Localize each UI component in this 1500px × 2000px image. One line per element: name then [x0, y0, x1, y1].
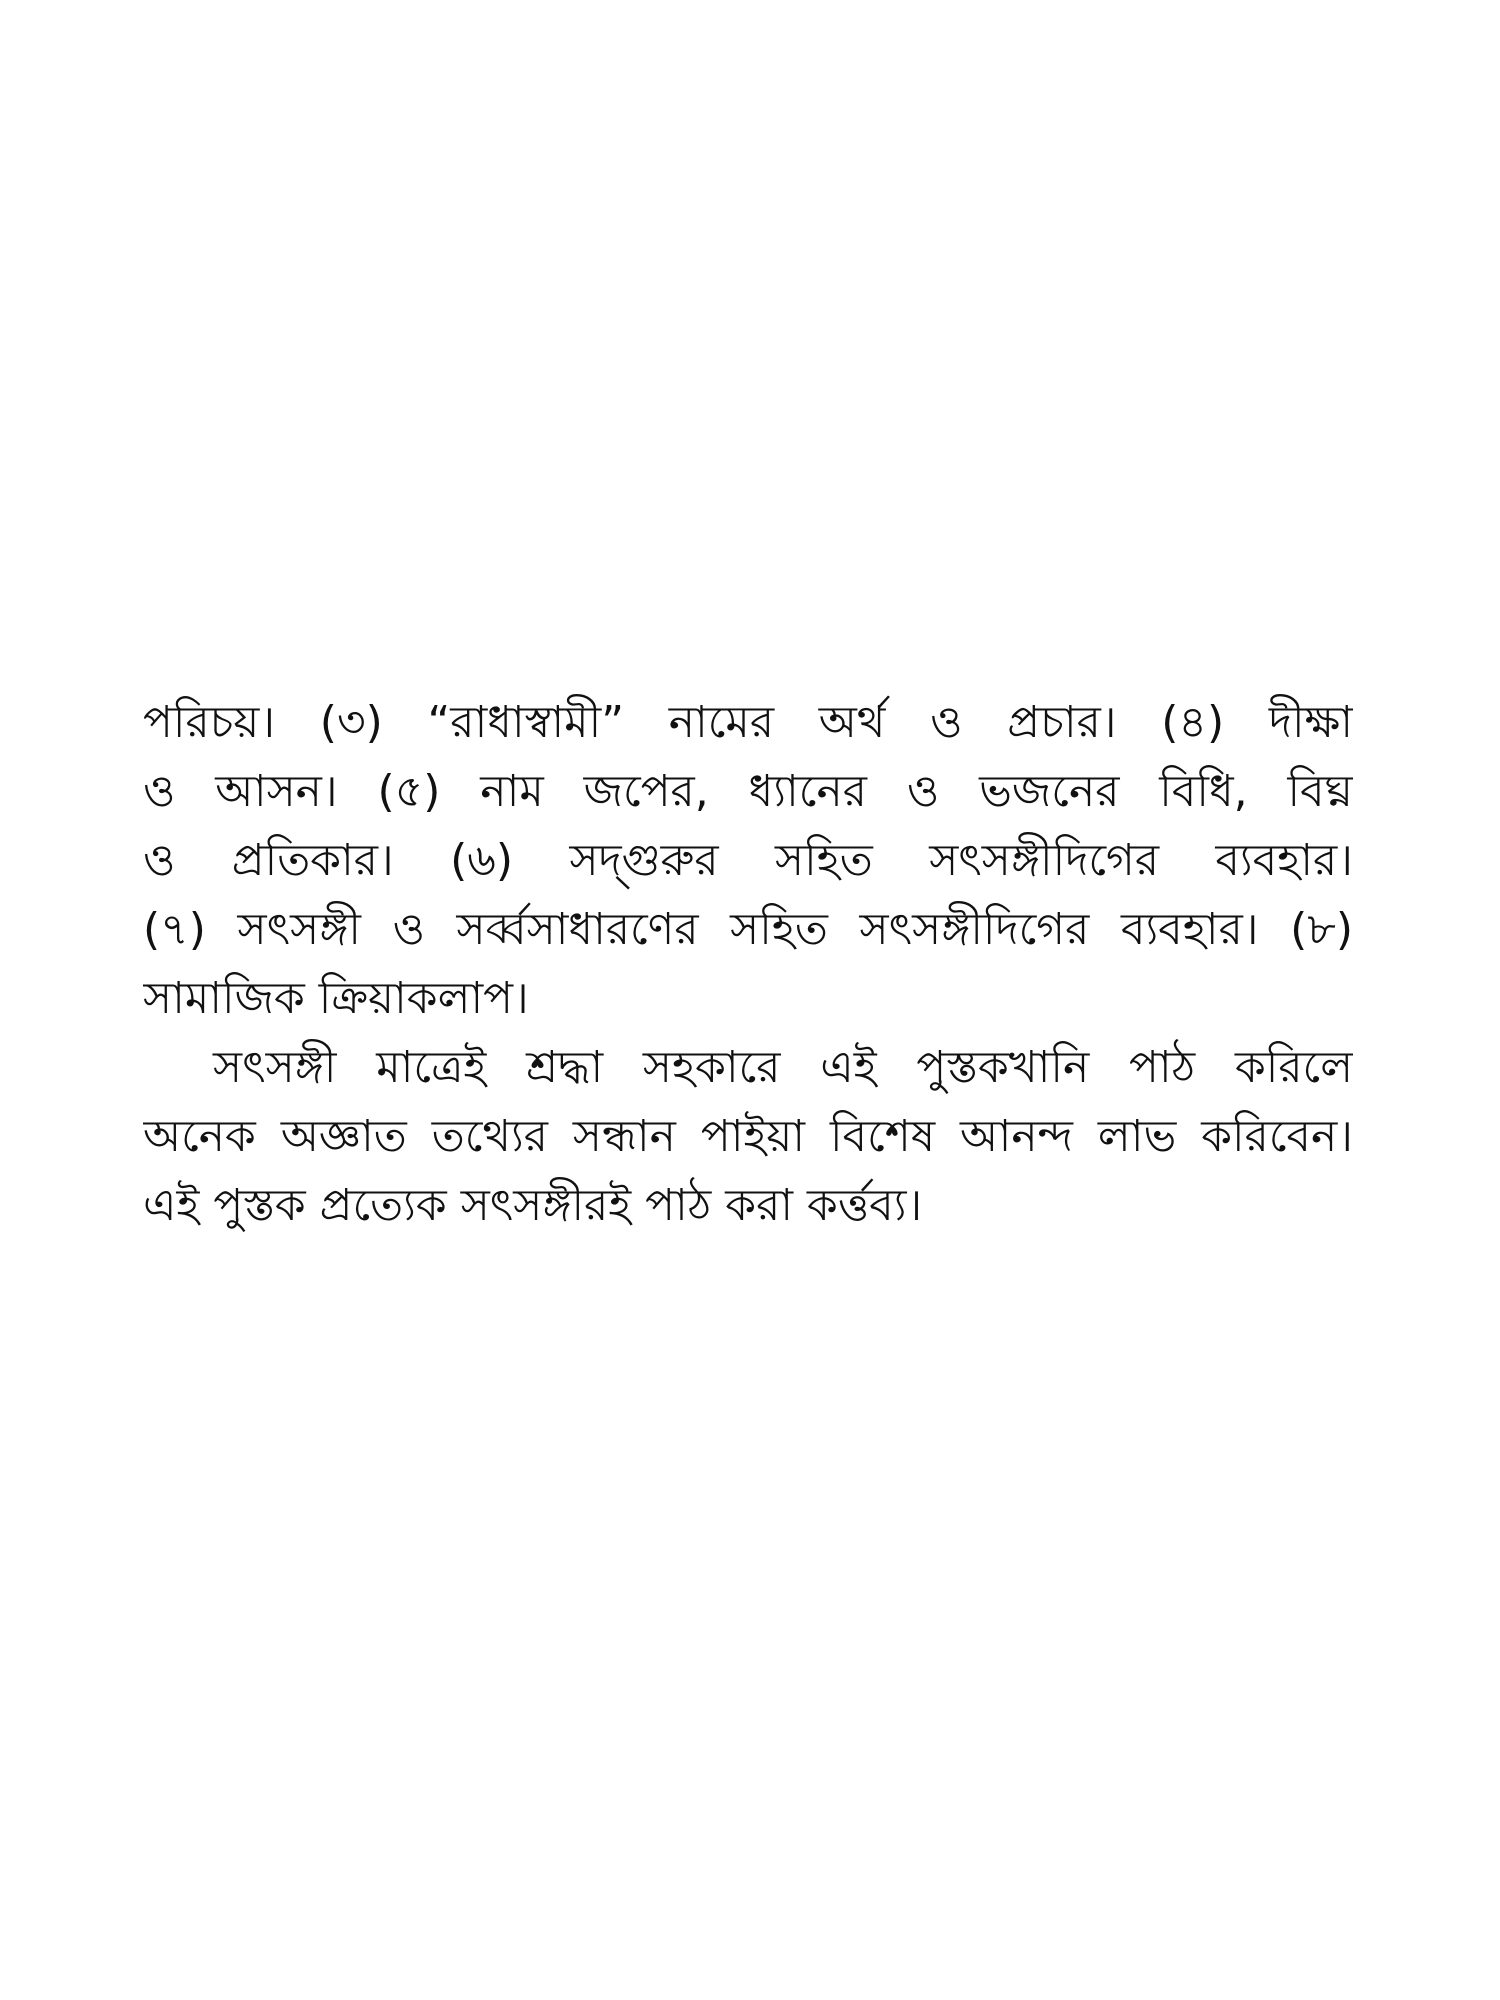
paragraph1-line-4: (৭) সৎসঙ্গী ও সর্ব্বসাধারণের সহিত সৎসঙ্গীদিগের ব্যবহার। (৮) — [143, 904, 1353, 955]
paragraph1-line-1: পরিচয়। (৩) “রাধাস্বামী” নামের অর্থ ও প্রচার। (৪) দীক্ষা — [143, 697, 1353, 748]
paragraph1-line-2: ও আসন। (৫) নাম জপের, ধ্যানের ও ভজনের বিধি, বিঘ্ন — [143, 766, 1353, 817]
paragraph2-line-1: সৎসঙ্গী মাত্রেই শ্রদ্ধা সহকারে এই পুস্তকখানি পাঠ করিলে — [213, 1042, 1353, 1093]
paragraph1-line-3: ও প্রতিকার। (৬) সদ্‌গুরুর সহিত সৎসঙ্গীদিগের ব্যবহার। — [143, 835, 1353, 886]
paragraph2-line-3: এই পুস্তক প্রত্যেক সৎসঙ্গীরই পাঠ করা কর্ত্তব্য। — [143, 1180, 923, 1231]
body-text — [143, 688, 1353, 1240]
paragraph1-line-5: সামাজিক ক্রিয়াকলাপ। — [143, 973, 529, 1024]
paragraph2-line-2: অনেক অজ্ঞাত তথ্যের সন্ধান পাইয়া বিশেষ আনন্দ লাভ করিবেন। — [143, 1111, 1353, 1162]
